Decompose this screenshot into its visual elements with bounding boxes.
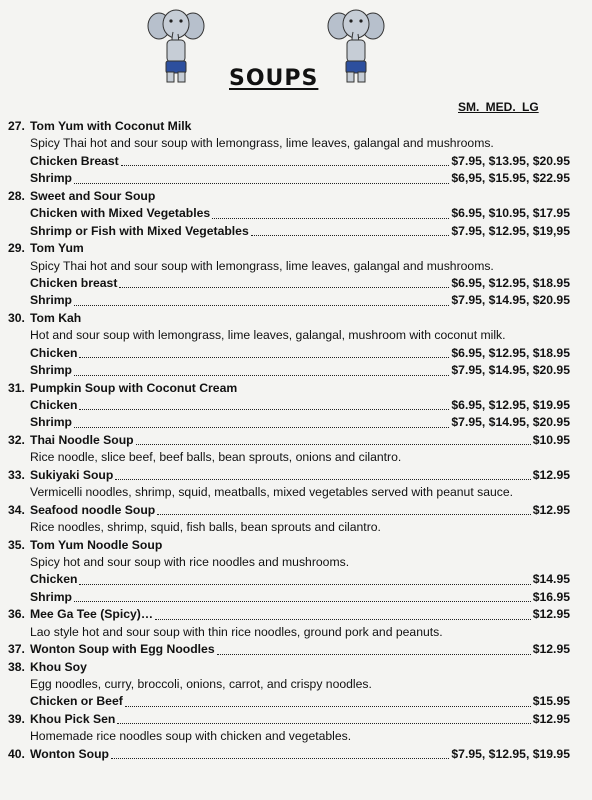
variant-price: $7.95, $13.95, $20.95 — [451, 153, 570, 168]
variant-price: $6.95, $12.95, $19.95 — [451, 398, 570, 412]
menu-item-name: Tom Kah — [30, 310, 82, 325]
menu-item-description: Spicy hot and sour soup with rice noodles and mushrooms. — [30, 554, 350, 569]
menu-item-description: Lao style hot and sour soup with thin rice noodles, ground pork and peanuts. — [30, 624, 443, 639]
menu-item-number: 35. — [8, 537, 25, 552]
menu-item-title — [0, 641, 592, 658]
page-title: SOUPS — [229, 66, 319, 91]
elephant-icon — [326, 6, 386, 86]
menu-item-number: 33. — [8, 467, 25, 482]
menu-item-price: $12.95 — [532, 642, 570, 657]
menu-item-price: $7.95, $12.95, $19.95 — [451, 746, 570, 761]
menu-item-heading — [8, 711, 115, 728]
menu-item-variant — [0, 345, 592, 362]
menu-item-variant — [0, 170, 592, 187]
menu-item-heading — [8, 502, 155, 519]
menu-item-title — [0, 537, 592, 554]
dot-leader — [157, 502, 530, 515]
menu-item-heading — [8, 641, 215, 658]
menu-item-variant — [0, 223, 592, 240]
variant-name: Shrimp or Fish with Mixed Vegetables — [30, 223, 249, 238]
menu-item-name: Sweet and Sour Soup — [30, 188, 156, 203]
variant-price: $6.95, $10.95, $17.95 — [451, 206, 570, 221]
dot-leader — [111, 746, 449, 759]
menu-item-description: Rice noodle, slice beef, beef balls, bean sprouts, onions and cilantro. — [30, 450, 402, 465]
menu-item-heading — [8, 746, 109, 763]
variant-price: $6.95, $12.95, $18.95 — [451, 275, 570, 290]
menu-item-number: 34. — [8, 502, 25, 517]
dot-leader — [117, 711, 530, 724]
dot-leader — [115, 467, 530, 480]
menu-item-variant — [0, 275, 592, 292]
variant-price: $15.95 — [532, 694, 570, 709]
menu-item-name: Seafood noodle Soup — [30, 502, 156, 517]
menu-item-variant — [0, 292, 592, 309]
variant-name: Shrimp — [30, 589, 72, 604]
variant-price: $7.95, $14.95, $20.95 — [451, 415, 570, 430]
menu-item-heading — [8, 381, 237, 395]
menu-item-title — [0, 467, 592, 484]
menu-item-title — [0, 711, 592, 728]
variant-price: $14.95 — [532, 572, 570, 587]
variant-name: Chicken or Beef — [30, 694, 123, 709]
variant-name: Chicken with Mixed Vegetables — [30, 206, 211, 221]
variant-name: Chicken breast — [30, 275, 118, 290]
menu-item-description: Spicy Thai hot and sour soup with lemongrass, lime leaves, galangal and mushrooms. — [30, 258, 494, 273]
menu-item-variant — [0, 205, 592, 222]
menu-item-number: 36. — [8, 607, 25, 622]
dot-leader — [121, 153, 450, 166]
menu-item-number: 40. — [8, 746, 25, 761]
menu-item-title — [0, 188, 592, 205]
menu-item-price: $12.95 — [532, 607, 570, 622]
soup-menu-list — [0, 118, 592, 763]
menu-item-number: 38. — [8, 659, 25, 674]
menu-item-heading — [8, 241, 84, 255]
menu-item-name: Sukiyaki Soup — [30, 467, 114, 482]
dot-leader — [217, 641, 531, 654]
variant-name: Shrimp — [30, 293, 72, 308]
dot-leader — [119, 275, 449, 288]
menu-item-description: Egg noodles, curry, broccoli, onions, carrot, and crispy noodles. — [30, 677, 372, 691]
menu-item-variant — [0, 397, 592, 414]
dot-leader — [251, 223, 450, 236]
menu-item-number: 28. — [8, 188, 25, 203]
menu-item-title — [0, 606, 592, 623]
menu-item-name: Khou Soy — [30, 659, 87, 674]
menu-item-variant — [0, 414, 592, 431]
dot-leader — [74, 170, 449, 183]
dot-leader — [136, 432, 531, 445]
dot-leader — [74, 292, 449, 305]
menu-item-title — [0, 432, 592, 449]
menu-item-description: Hot and sour soup with lemongrass, lime leaves, galangal, mushroom with coconut milk. — [30, 328, 506, 343]
menu-item-title — [0, 310, 592, 327]
menu-item-title — [0, 502, 592, 519]
menu-item-heading — [8, 311, 81, 325]
menu-item-number: 27. — [8, 119, 25, 133]
variant-name: Chicken — [30, 345, 78, 360]
menu-item-price: $12.95 — [532, 502, 570, 517]
menu-item-heading — [8, 660, 87, 674]
dot-leader — [79, 345, 449, 358]
menu-item-variant — [0, 589, 592, 606]
menu-item-number: 39. — [8, 711, 25, 726]
menu-item-name: Pumpkin Soup with Coconut Cream — [30, 380, 238, 395]
variant-name: Shrimp — [30, 363, 72, 378]
menu-item-name: Tom Yum Noodle Soup — [30, 537, 163, 552]
menu-item-name: Thai Noodle Soup — [30, 432, 134, 447]
menu-item-description: Spicy Thai hot and sour soup with lemongrass, lime leaves, galangal and mushrooms. — [30, 136, 494, 151]
menu-item-number: 32. — [8, 432, 25, 447]
dot-leader — [79, 397, 449, 410]
dot-leader — [212, 205, 449, 218]
menu-item-description: Rice noodles, shrimp, squid, fish balls, bean sprouts and cilantro. — [30, 520, 381, 535]
menu-item-number: 31. — [8, 380, 25, 395]
variant-price: $7.95, $14.95, $20.95 — [451, 363, 570, 378]
dot-leader — [74, 414, 449, 427]
menu-item-name: Tom Yum — [30, 241, 84, 256]
menu-item-variant — [0, 153, 592, 170]
variant-price: $6.95, $12.95, $18.95 — [451, 345, 570, 360]
sizes-header: SM. MED. LG — [458, 100, 539, 114]
variant-name: Shrimp — [30, 171, 72, 186]
menu-item-title — [0, 659, 592, 676]
menu-item-title — [0, 380, 592, 397]
menu-item-price: $10.95 — [532, 432, 570, 447]
menu-item-heading — [8, 467, 113, 484]
menu-item-name: Tom Yum with Coconut Milk — [30, 119, 192, 133]
menu-item-heading — [8, 538, 162, 552]
menu-item-title — [0, 118, 592, 135]
menu-header — [0, 0, 592, 118]
variant-name: Chicken — [30, 572, 78, 587]
variant-price: $16.95 — [532, 589, 570, 604]
dot-leader — [74, 362, 449, 375]
menu-item-name: Mee Ga Tee (Spicy)… — [30, 607, 154, 622]
menu-item-heading — [8, 119, 191, 133]
menu-item-variant — [0, 362, 592, 379]
variant-price: $7.95, $12.95, $19,95 — [451, 223, 570, 238]
menu-item-title — [0, 746, 592, 763]
menu-item-name: Wonton Soup with Egg Noodles — [30, 642, 215, 657]
dot-leader — [74, 589, 531, 602]
menu-item-variant — [0, 693, 592, 710]
menu-item-number: 29. — [8, 241, 25, 256]
menu-item-variant — [0, 571, 592, 588]
menu-item-description: Vermicelli noodles, shrimp, squid, meatballs, mixed vegetables served with peanut sauce. — [30, 485, 514, 500]
dot-leader — [125, 693, 531, 706]
dot-leader — [155, 606, 531, 619]
variant-name: Chicken Breast — [30, 153, 119, 168]
variant-price: $6,95, $15.95, $22.95 — [451, 171, 570, 186]
menu-item-heading — [8, 432, 134, 449]
menu-item-price: $12.95 — [532, 711, 570, 726]
variant-name: Chicken — [30, 398, 78, 412]
menu-item-heading — [8, 606, 153, 623]
menu-item-number: 37. — [8, 642, 25, 657]
menu-item-price: $12.95 — [532, 467, 570, 482]
menu-item-title — [0, 240, 592, 257]
menu-item-number: 30. — [8, 310, 25, 325]
variant-name: Shrimp — [30, 415, 72, 430]
menu-item-description: Homemade rice noodles soup with chicken and vegetables. — [30, 729, 352, 744]
dot-leader — [79, 571, 530, 584]
menu-item-name: Wonton Soup — [30, 746, 109, 761]
elephant-icon — [146, 6, 206, 86]
menu-item-name: Khou Pick Sen — [30, 711, 116, 726]
menu-item-heading — [8, 189, 155, 203]
variant-price: $7.95, $14.95, $20.95 — [451, 293, 570, 308]
